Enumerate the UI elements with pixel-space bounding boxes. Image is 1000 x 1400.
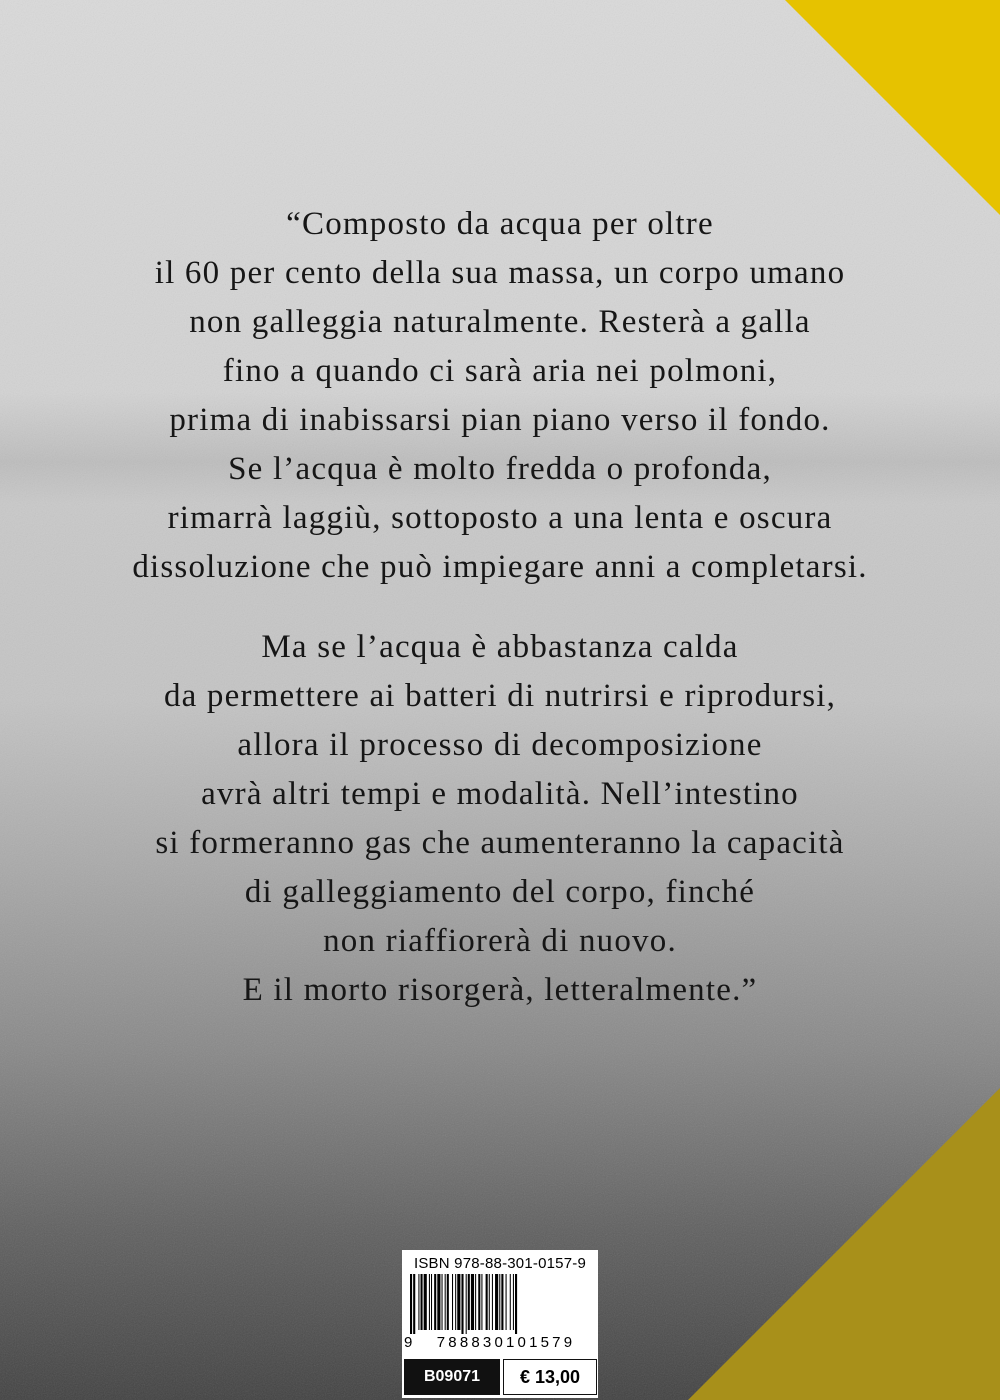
barcode-bar [515,1274,517,1334]
barcode-bar [492,1274,493,1330]
quote-line: di galleggiamento del corpo, finché [244,874,756,910]
barcode-bar [506,1274,507,1330]
barcode-bar [429,1274,430,1330]
barcode-bar [434,1274,436,1330]
quote-line: il 60 per cento della sua massa, un corpo umano [154,255,846,291]
barcode-bar [513,1274,514,1330]
barcode-bars [408,1274,592,1334]
quote-line: E il morto risorgerà, letteralmente.” [242,972,758,1008]
quote-line: rimarrà laggiù, sottoposto a una lenta e oscura [167,500,833,536]
barcode-bar [481,1274,482,1330]
isbn-label: ISBN 978-88-301-0157-9 [413,1255,586,1272]
ean-first-digit: 9 [404,1334,413,1351]
barcode-bar [424,1274,427,1330]
quote-line: non riaffiorerà di nuovo. [323,923,677,959]
quote-paragraph-2 [0,623,1000,1015]
barcode-bar [445,1274,446,1330]
barcode-bar [489,1274,490,1330]
quote-line: Ma se l’acqua è abbastanza calda [261,629,739,665]
quote-line: “Composto da acqua per oltre [286,206,714,242]
quote-paragraph-1 [0,200,1000,592]
barcode-bar [431,1274,432,1330]
ean-digits: 788830101579 [436,1334,576,1351]
barcode-bar [475,1274,476,1330]
barcode-bar [461,1274,463,1334]
barcode-bar [466,1274,467,1334]
barcode-bar [468,1274,470,1330]
barcode-bar [437,1274,440,1330]
barcode-bar [421,1274,423,1330]
price-badge: € 13,00 [503,1359,597,1395]
catalog-code-badge: B09071 [404,1359,500,1395]
quote-line: da permettere ai batteri di nutrirsi e riprodursi, [163,678,837,714]
barcode-bar [457,1274,460,1330]
barcode-bar [452,1274,453,1330]
quote-line: dissoluzione che può impiegare anni a completarsi. [132,549,868,585]
barcode-bar [486,1274,488,1330]
quote-line: prima di inabissarsi pian piano verso il fondo. [169,402,831,438]
barcode-bar [442,1274,443,1330]
quote-line: allora il processo di decomposizione [237,727,763,763]
barcode-bar [501,1274,503,1330]
quote-line: si formeranno gas che aumenteranno la capacità [155,825,845,861]
barcode-bar [413,1274,415,1334]
barcode-bar [418,1274,419,1330]
barcode-bar [478,1274,480,1330]
quote-line: Se l’acqua è molto fredda o profonda, [228,451,772,487]
quote-line: non galleggia naturalmente. Resterà a galla [189,304,811,340]
barcode-bar [510,1274,511,1330]
barcode-bar [455,1274,456,1330]
barcode-bar [471,1274,474,1330]
quote-line: fino a quando ci sarà aria nei polmoni, [222,353,778,389]
barcode-bar [410,1274,412,1334]
quote-line: avrà altri tempi e modalità. Nell’intestino [201,776,799,812]
barcode-bar [495,1274,498,1330]
barcode-bar [447,1274,449,1330]
barcode-bar [499,1274,500,1330]
